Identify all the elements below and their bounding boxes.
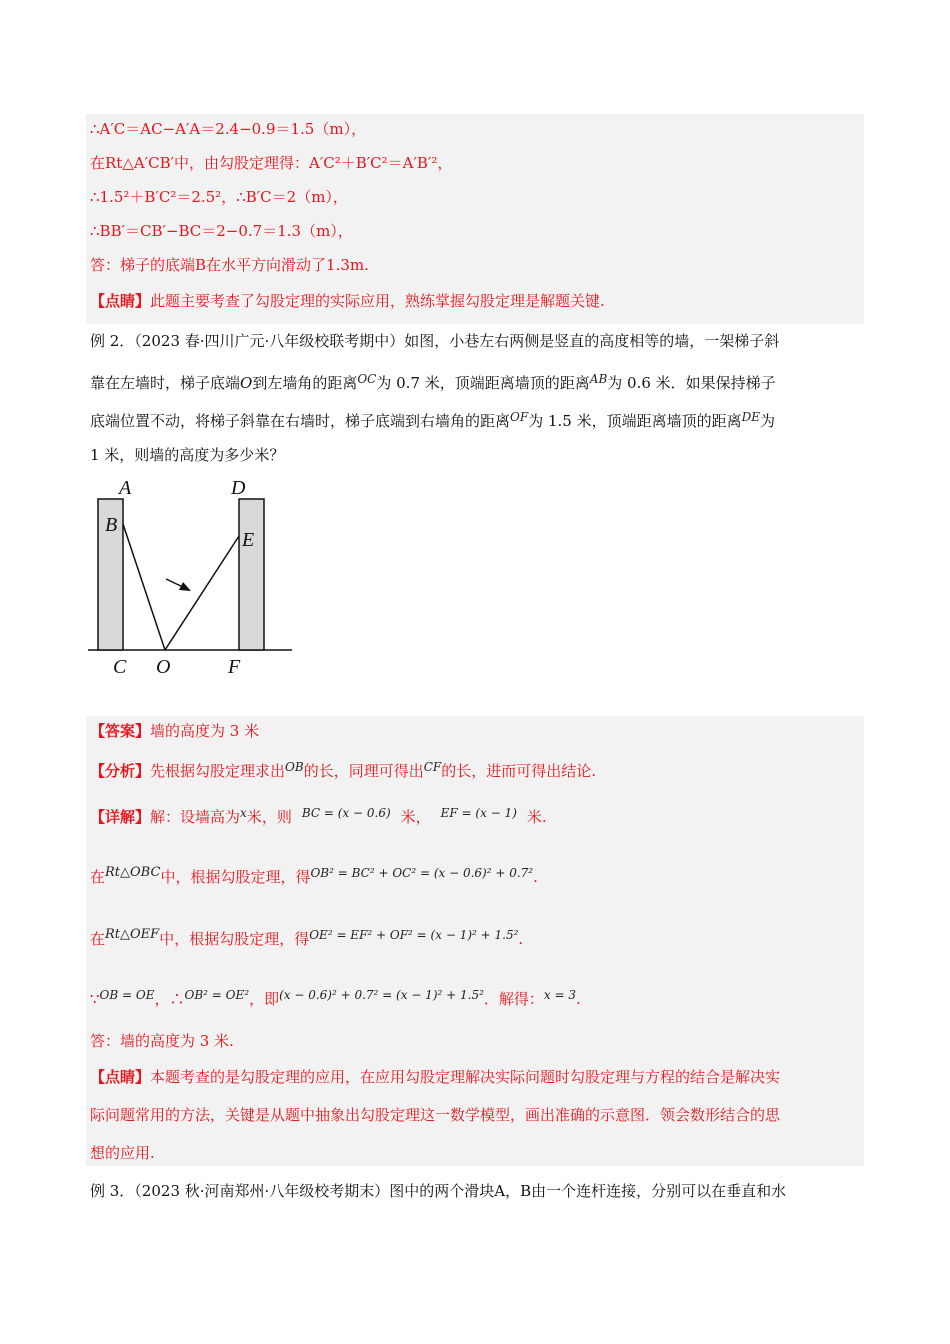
- text: 为 0.6 米．如果保持梯子: [607, 374, 776, 392]
- answer-tag: 【答案】: [90, 722, 151, 740]
- detail-line: [90, 984, 581, 1010]
- eq-ef: EF = (x − 1): [440, 806, 517, 820]
- var-x: x: [240, 806, 247, 820]
- var-cf: CF: [423, 760, 442, 774]
- eq-solution: x = 3: [543, 988, 576, 1002]
- text: 在: [90, 868, 106, 886]
- var-de: DE: [741, 410, 760, 424]
- calc-line: ∴BB′＝CB′−BC＝2−0.7＝1.3（m），: [90, 222, 353, 240]
- ladder-left: [123, 524, 165, 650]
- eq-ob2-oe2: OB² = OE²: [184, 988, 250, 1002]
- eq-ob-oe: OB = OE: [99, 988, 155, 1002]
- example-2-line: 例 2．（2023 春·四川广元·八年级校联考期中）如图，小巷左右两侧是竖直的高度相等的墙，一架梯子斜: [90, 332, 780, 350]
- comment-text: 此题主要考查了勾股定理的实际应用，熟练掌握勾股定理是解题关键.: [150, 292, 605, 310]
- comment-tag: 【点睛】: [90, 292, 151, 310]
- calc-line: ∴1.5²＋B′C²＝2.5²，∴B′C＝2（m），: [90, 188, 348, 206]
- label-f: F: [228, 656, 241, 678]
- text: 在: [90, 930, 106, 948]
- comment-tag: 【点睛】: [90, 1068, 151, 1086]
- text: 到左墙角的距离: [252, 374, 358, 392]
- text: 米.: [526, 808, 547, 826]
- answer-text: 墙的高度为 3 米: [150, 722, 260, 740]
- text: 米，则: [246, 808, 292, 826]
- label-o: O: [156, 656, 171, 678]
- example-2-line: [90, 406, 775, 432]
- answer-line: [90, 720, 259, 742]
- detail-line: [90, 862, 538, 888]
- triangle-obc: Rt△OBC: [105, 865, 161, 880]
- analysis-tag: 【分析】: [90, 762, 151, 780]
- answer-line: 答：梯子的底端B在水平方向滑动了1.3m.: [90, 256, 369, 274]
- example-2-line: [90, 368, 776, 394]
- eq-bc: BC = (x − 0.6): [301, 806, 391, 820]
- text: .: [518, 930, 524, 948]
- label-b: B: [105, 514, 118, 536]
- text: 中，根据勾股定理，得: [159, 930, 310, 948]
- final-answer: 答：墙的高度为 3 米.: [90, 1032, 234, 1050]
- text: 为: [759, 412, 775, 430]
- example-2-line: 1 米，则墙的高度为多少米？: [90, 446, 285, 464]
- detail-line: [90, 802, 547, 828]
- eq-main: (x − 0.6)² + 0.7² = (x − 1)² + 1.5²: [279, 988, 484, 1002]
- var-ab: AB: [589, 372, 608, 386]
- text: 解：设墙高为: [150, 808, 241, 826]
- text: 米，: [400, 808, 431, 826]
- calc-line: ∴A′C＝AC−A′A＝2.4−0.9＝1.5（m），: [90, 120, 367, 138]
- ladder-right: [165, 536, 239, 650]
- text: 先根据勾股定理求出: [150, 762, 286, 780]
- label-a: A: [119, 477, 132, 499]
- var-ob: OB: [285, 760, 304, 774]
- text: 的长，同理可得出: [303, 762, 424, 780]
- comment-text: 本题考查的是勾股定理的应用，在应用勾股定理解决实际问题时勾股定理与方程的结合是解决实: [150, 1068, 781, 1086]
- text: 靠在左墙时，梯子底端: [90, 374, 241, 392]
- triangle-oef: Rt△OEF: [105, 927, 160, 942]
- right-wall: [239, 499, 264, 650]
- eq-oe: OE² = EF² + OF² = (x − 1)² + 1.5²: [309, 928, 519, 942]
- comment-line: [90, 1066, 780, 1088]
- ladder-figure: [80, 474, 310, 684]
- var-of: OF: [510, 410, 529, 424]
- comment-line: [90, 290, 605, 312]
- text: ，∴: [154, 990, 185, 1008]
- analysis-line: [90, 756, 596, 782]
- text: ，即: [249, 990, 280, 1008]
- var-o: O: [240, 374, 253, 392]
- text: ．解得：: [483, 990, 544, 1008]
- label-d: D: [231, 477, 246, 499]
- calc-line: 在Rt△A′CB′中，由勾股定理得：A′C²＋B′C²＝A′B′²，: [90, 154, 453, 172]
- text: 为 1.5 米，顶端距离墙顶的距离: [528, 412, 742, 430]
- detail-tag: 【详解】: [90, 808, 151, 826]
- text: 中，根据勾股定理，得: [160, 868, 311, 886]
- label-e: E: [242, 529, 255, 551]
- text: .: [533, 868, 538, 886]
- text: 为 0.7 米，顶端距离墙顶的距离: [376, 374, 590, 392]
- eq-ob: OB² = BC² + OC² = (x − 0.6)² + 0.7²: [310, 866, 534, 880]
- text: .: [576, 990, 581, 1008]
- comment-line: 想的应用.: [90, 1144, 155, 1162]
- var-oc: OC: [357, 372, 377, 386]
- label-c: C: [113, 656, 127, 678]
- comment-line: 际问题常用的方法，关键是从题中抽象出勾股定理这一数学模型，画出准确的示意图．领会数形结合的思: [90, 1106, 781, 1124]
- arrow-head-icon: [179, 582, 191, 591]
- example-3-line: 例 3．（2023 秋·河南郑州·八年级校考期末）图中的两个滑块A，B由一个连杆连接，分别可以在垂直和水: [90, 1182, 787, 1200]
- text: 的长，进而可得出结论.: [441, 762, 596, 780]
- because-symbol: ∵: [90, 990, 100, 1008]
- detail-line: [90, 924, 523, 950]
- text: 底端位置不动，将梯子斜靠在右墙时，梯子底端到右墙角的距离: [90, 412, 511, 430]
